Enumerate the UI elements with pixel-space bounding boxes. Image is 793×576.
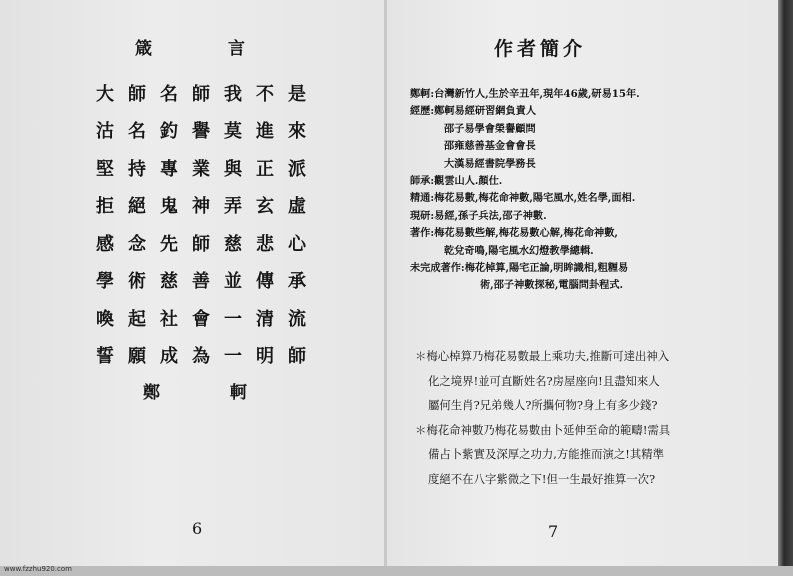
bio-line: 經歷:鄭軻易經研習網負責人 [410, 105, 537, 118]
book-edge [778, 0, 793, 576]
left-title-char-2: 言 [228, 39, 245, 59]
bio-line: 大漢易經書院學務長 [444, 157, 536, 170]
right-page-number: 7 [548, 522, 559, 541]
bio-line: 邵雍慈善基金會會長 [444, 140, 536, 153]
poem-line: 堅 持 專 業 與 正 派 [96, 158, 306, 180]
left-title-char-1: 箴 [135, 39, 152, 59]
bio-line: 精通:梅花易數,梅花命神數,陽宅風水,姓名學,面相. [410, 192, 636, 205]
poem-line: 學 術 慈 善 並 傳 承 [96, 271, 306, 293]
note-line: ＊梅花命神數乃梅花易數由卜延伸至命的範疇!需具 [415, 422, 671, 437]
left-page-number: 6 [192, 519, 203, 538]
notes-block [415, 344, 670, 492]
bio-line: 鄭軻:台灣新竹人,生於辛丑年,現年46歲,研易15年. [410, 88, 640, 100]
signature-char-2: 軻 [230, 383, 247, 403]
bio-line: 乾兌奇鳴,陽宅風水幻燈教學總輯. [444, 244, 594, 257]
bio-line: 師承:觀雲山人.顏仕. [410, 175, 503, 188]
right-page-title: 作者簡介 [494, 38, 587, 60]
signature-char-1: 鄭 [143, 383, 160, 403]
note-line: 度絕不在八字紫微之下!但一生最好推算一次? [428, 471, 656, 486]
poem-line: 拒 絕 鬼 神 弄 玄 虛 [96, 196, 306, 218]
watermark: www.fzzhu920.com [4, 565, 72, 573]
author-bio [410, 86, 640, 295]
bio-line: 未完成著作:梅花棹算,陽宅正論,明眸識相,粗糎易 [410, 262, 629, 275]
bio-line: 現研:易經,孫子兵法,邵子神數. [410, 209, 547, 222]
bottom-strip [0, 566, 793, 576]
poem-line: 感 念 先 師 慈 悲 心 [96, 233, 306, 255]
poem-line: 沽 名 釣 譽 莫 進 來 [96, 121, 306, 143]
bio-line: 術,邵子神數探秘,電腦問卦程式. [480, 279, 624, 292]
poem-block [96, 74, 306, 374]
poem-line: 喚 起 社 會 一 清 流 [96, 308, 306, 330]
left-page [0, 0, 386, 566]
poem-line: 誓 願 成 為 一 明 師 [96, 346, 306, 368]
note-line: 屬何生肖?兄弟幾人?所攜何物?身上有多少錢? [428, 398, 658, 413]
note-line: 化之境界!並可直斷姓名?房屋座向!且盡知來人 [428, 373, 660, 388]
poem-line: 大 師 名 師 我 不 是 [96, 83, 306, 105]
book-spine [384, 0, 387, 566]
bio-line: 邵子易學會榮譽顧問 [444, 122, 536, 135]
bio-line: 著作:梅花易數些解,梅花易數心解,梅花命神數, [410, 227, 618, 240]
note-line: ＊梅心棹算乃梅花易數最上乘功夫,推斷可達出神入 [415, 349, 670, 363]
note-line: 備占卜紫實及深厚之功力,方能推而演之!其精準 [428, 447, 665, 462]
